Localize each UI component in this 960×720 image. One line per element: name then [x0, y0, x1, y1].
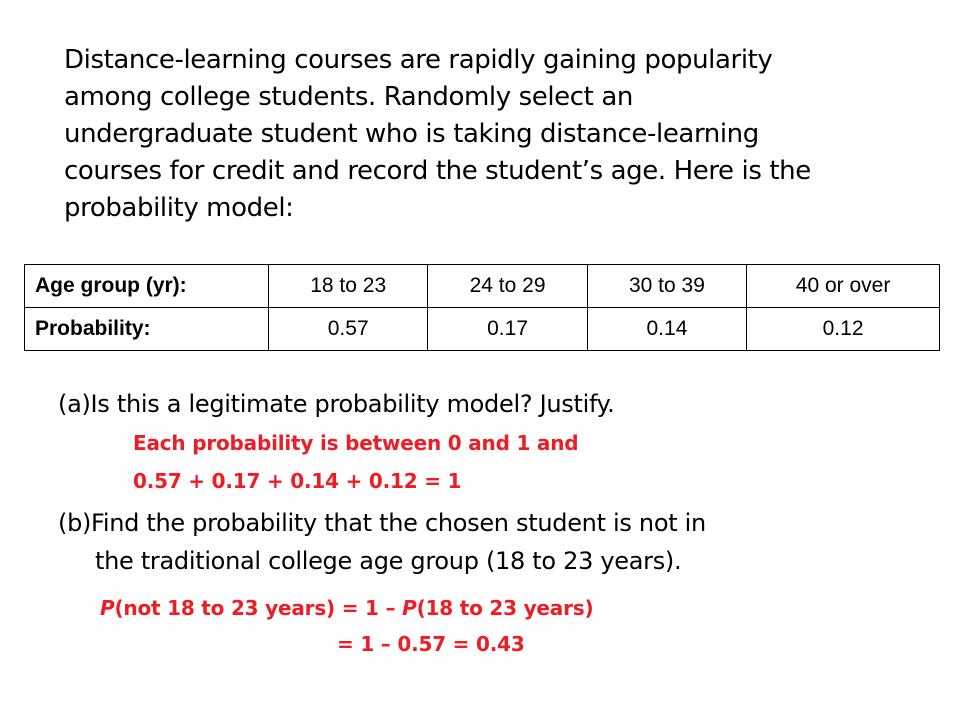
question-b-line-2: the traditional college age group (18 to 23 years). — [95, 547, 682, 575]
intro-line-3: undergraduate student who is taking distance-learning — [64, 119, 759, 149]
probability-header: Probability: — [25, 308, 269, 351]
age-group-header: Age group (yr): — [25, 265, 269, 308]
answer-b-p-symbol: P — [402, 596, 417, 620]
answer-b-part-1: (not 18 to 23 years) = 1 – — [114, 596, 403, 620]
table-cell: 30 to 39 — [587, 265, 746, 308]
table-cell: 0.12 — [747, 308, 940, 351]
question-b-line-1: (b)Find the probability that the chosen student is not in — [58, 509, 706, 537]
answer-b-line-2: = 1 – 0.57 = 0.43 — [337, 632, 525, 656]
intro-paragraph — [64, 42, 944, 227]
table-cell: 40 or over — [747, 265, 940, 308]
answer-b-part-2: (18 to 23 years) — [416, 596, 594, 620]
answer-b-line-1 — [100, 596, 593, 620]
probability-table — [24, 264, 940, 351]
intro-line-2: among college students. Randomly select an — [64, 82, 633, 112]
table-row-age-group — [25, 265, 940, 308]
table-cell: 0.57 — [269, 308, 428, 351]
answer-b-p-symbol: P — [100, 596, 115, 620]
intro-line-4: courses for credit and record the student’s age. Here is the — [64, 156, 811, 186]
table-row-probability — [25, 308, 940, 351]
table-cell: 0.17 — [428, 308, 587, 351]
table-cell: 18 to 23 — [269, 265, 428, 308]
intro-line-5: probability model: — [64, 193, 294, 223]
table-cell: 0.14 — [587, 308, 746, 351]
table-cell: 24 to 29 — [428, 265, 587, 308]
intro-line-1: Distance-learning courses are rapidly gaining popularity — [64, 45, 773, 75]
answer-a-line-1: Each probability is between 0 and 1 and — [133, 431, 579, 455]
question-a: (a)Is this a legitimate probability model? Justify. — [58, 390, 615, 418]
answer-a-line-2: 0.57 + 0.17 + 0.14 + 0.12 = 1 — [133, 469, 462, 493]
